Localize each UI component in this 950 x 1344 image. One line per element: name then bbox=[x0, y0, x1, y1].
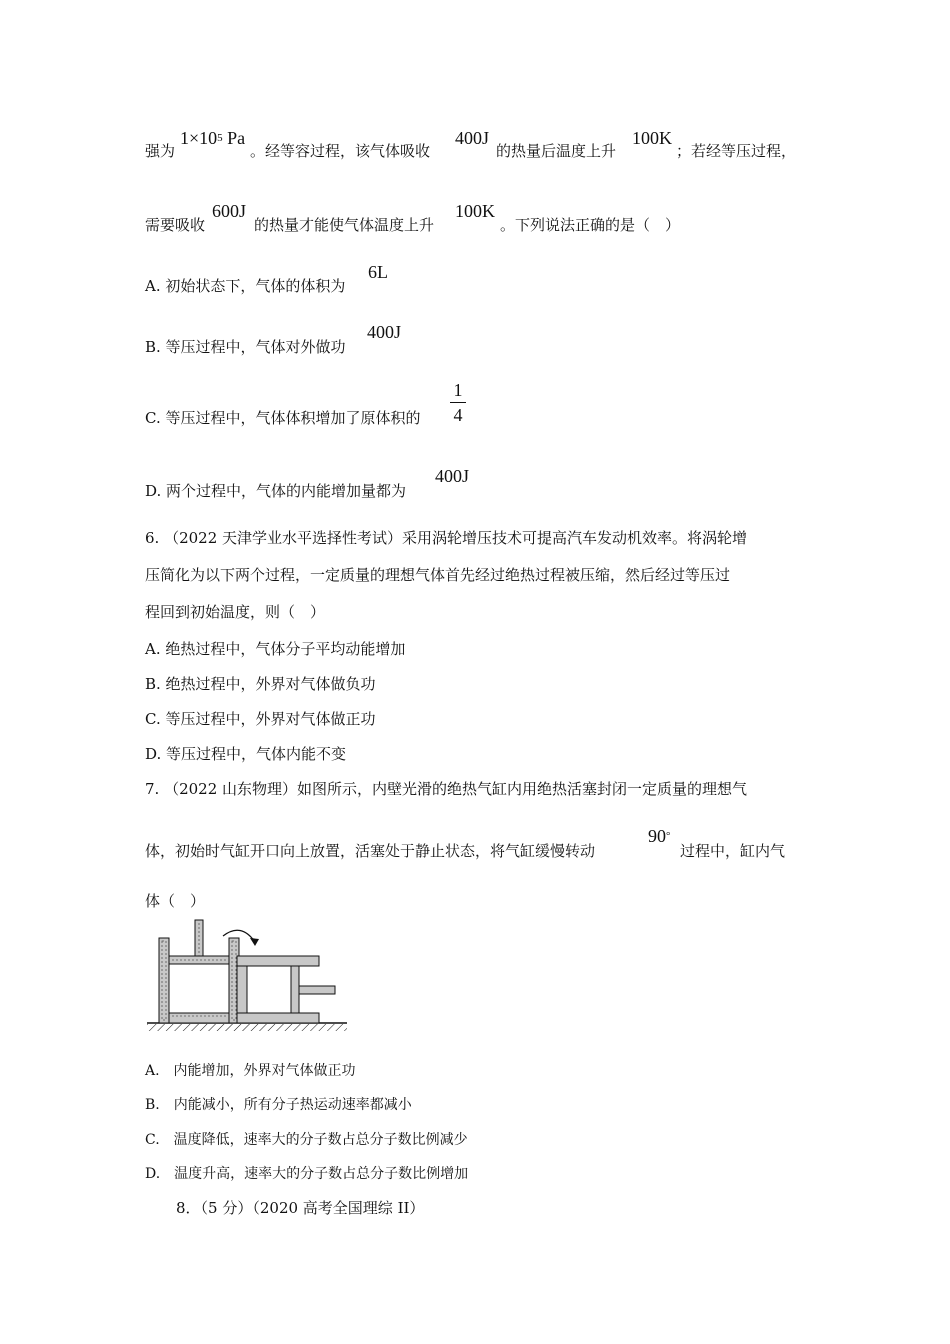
p5-option-a: A. 初始状态下，气体的体积为 bbox=[145, 277, 346, 295]
cylinder-diagram bbox=[143, 918, 353, 1033]
fraction-denominator: 4 bbox=[453, 405, 463, 425]
p6-option-b: B. 绝热过程中，外界对气体做负功 bbox=[145, 675, 376, 693]
p5-fraction bbox=[450, 380, 466, 425]
p6-option-c: C. 等压过程中，外界对气体做正功 bbox=[145, 710, 376, 728]
p7-line3: 体（ ） bbox=[145, 892, 206, 910]
p7-angle-value: 90 bbox=[648, 826, 666, 846]
p8-header: 8．（5 分）（2020 高考全国理综 II） bbox=[176, 1199, 425, 1217]
p7-line2b: 过程中，缸内气 bbox=[680, 842, 786, 860]
p5-pressure-unit: Pa bbox=[222, 128, 246, 148]
p7-option-c: C. 温度降低，速率大的分子数占总分子数比例减少 bbox=[145, 1132, 468, 1148]
p7-angle-degree: ° bbox=[666, 830, 671, 842]
fraction-bar bbox=[450, 402, 466, 403]
rotation-arrow-icon bbox=[223, 930, 259, 946]
p5-heat-600: 600J bbox=[212, 201, 247, 221]
p6-line1: 6. （2022 天津学业水平选择性考试）采用涡轮增压技术可提高汽车发动机效率。将涡轮增 bbox=[145, 529, 748, 547]
p5-temp-100k: 100K bbox=[632, 128, 672, 148]
horizontal-cylinder bbox=[237, 956, 335, 1023]
p7-angle bbox=[648, 826, 670, 849]
p7-option-b: B. 内能减小，所有分子热运动速率都减小 bbox=[145, 1097, 412, 1113]
p7-line2a: 体，初始时气缸开口向上放置，活塞处于静止状态，将气缸缓慢转动 bbox=[145, 842, 596, 860]
p6-option-d: D. 等压过程中，气体内能不变 bbox=[145, 745, 347, 763]
p5-option-d-value: 400J bbox=[435, 466, 470, 486]
p5-option-d: D. 两个过程中，气体的内能增加量都为 bbox=[145, 482, 407, 500]
p7-option-d: D. 温度升高，速率大的分子数占总分子数比例增加 bbox=[145, 1166, 469, 1182]
p5-heat-400: 400J bbox=[455, 128, 490, 148]
fraction-numerator: 1 bbox=[453, 380, 463, 400]
p5-option-a-value: 6L bbox=[368, 262, 388, 282]
p7-line1: 7. （2022 山东物理）如图所示，内壁光滑的绝热气缸内用绝热活塞封闭一定质量的理想气 bbox=[145, 780, 748, 798]
p5-l1-text-b: 。经等容过程，该气体吸收 bbox=[250, 142, 431, 160]
p5-option-b: B. 等压过程中，气体对外做功 bbox=[145, 338, 346, 356]
p5-l1-text-c: 的热量后温度上升 bbox=[496, 142, 617, 160]
p5-option-b-value: 400J bbox=[367, 322, 402, 342]
p5-pressure-value bbox=[180, 128, 245, 151]
p5-option-c: C. 等压过程中，气体体积增加了原体积的 bbox=[145, 409, 421, 427]
p5-l1-text-a: 强为 bbox=[145, 142, 176, 160]
p5-l1-text-d: ；若经等压过程， bbox=[676, 142, 797, 160]
p6-line2: 压简化为以下两个过程，一定质量的理想气体首先经过绝热过程被压缩，然后经过等压过 bbox=[145, 566, 731, 584]
p5-line1 bbox=[145, 141, 175, 161]
ground-line bbox=[147, 1023, 347, 1031]
p6-option-a: A. 绝热过程中，气体分子平均动能增加 bbox=[145, 640, 406, 658]
p5-l2-text-b: 的热量才能使气体温度上升 bbox=[254, 216, 435, 234]
p5-l2-text-a: 需要吸收 bbox=[145, 216, 206, 234]
p5-pressure-exp: 5 bbox=[217, 132, 223, 144]
p5-pressure-base: 1×10 bbox=[180, 128, 218, 148]
p5-temp-100k-2: 100K bbox=[455, 201, 495, 221]
p7-option-a: A. 内能增加，外界对气体做正功 bbox=[145, 1063, 356, 1079]
p6-line3: 程回到初始温度，则（ ） bbox=[145, 603, 326, 621]
p5-l2-text-c: 。下列说法正确的是（ ） bbox=[500, 216, 681, 234]
